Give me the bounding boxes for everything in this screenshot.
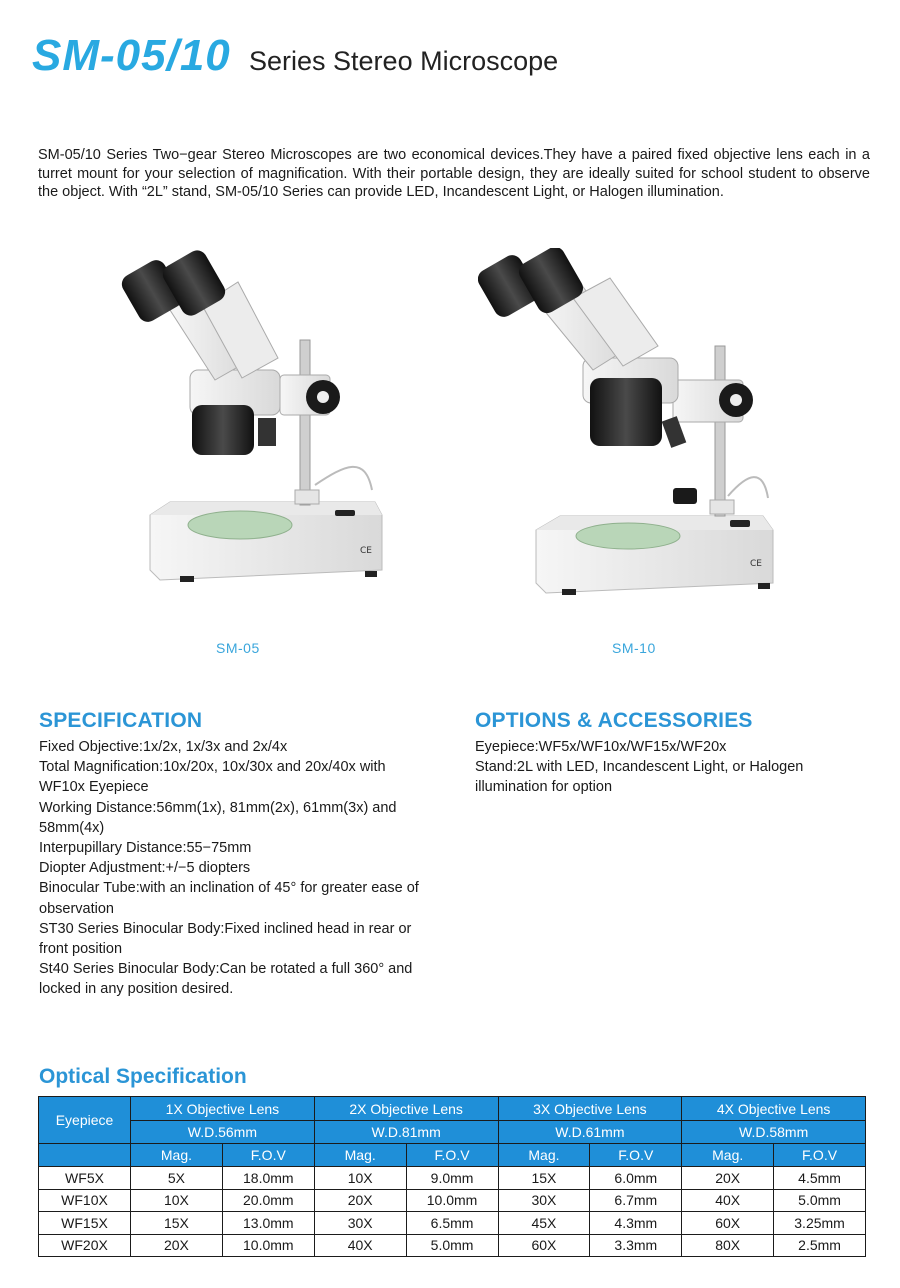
fov-cell: 6.0mm (590, 1167, 682, 1190)
table-row (39, 1212, 866, 1235)
eyepiece-cell: WF20X (39, 1234, 131, 1257)
caption-sm10: SM-10 (612, 640, 656, 656)
spec-line: Binocular Tube:with an inclination of 45° for greater ease of (39, 880, 419, 897)
working-distance-header: W.D.58mm (682, 1121, 866, 1144)
table-row (39, 1167, 866, 1190)
fov-cell: 4.3mm (590, 1212, 682, 1235)
lens-header: 2X Objective Lens (314, 1097, 498, 1121)
blank-header-cell (39, 1144, 131, 1167)
spec-line: ST30 Series Binocular Body:Fixed inclined head in rear or (39, 920, 412, 937)
ce-mark: CE (750, 559, 762, 569)
eyepiece-cell: WF5X (39, 1167, 131, 1190)
working-distance-header: W.D.56mm (131, 1121, 315, 1144)
model-title: SM-05/10 (32, 31, 231, 80)
specification-list (39, 737, 449, 1000)
fov-cell: 6.7mm (590, 1189, 682, 1212)
mag-header: Mag. (682, 1144, 774, 1167)
mag-cell: 20X (682, 1167, 774, 1190)
mag-header: Mag. (498, 1144, 590, 1167)
options-list (475, 737, 875, 798)
mag-cell: 15X (498, 1167, 590, 1190)
mag-header: Mag. (131, 1144, 223, 1167)
optical-spec-table (38, 1096, 866, 1257)
spec-line: illumination for option (475, 779, 613, 796)
working-distance-header: W.D.61mm (498, 1121, 682, 1144)
spec-line: Total Magnification:10x/20x, 10x/30x and 20x/40x with (39, 759, 386, 776)
fov-header: F.O.V (222, 1144, 314, 1167)
lens-header: 1X Objective Lens (131, 1097, 315, 1121)
caption-sm05: SM-05 (216, 640, 260, 656)
optical-spec-heading: Optical Specification (39, 1065, 247, 1088)
mag-cell: 15X (131, 1212, 223, 1235)
spec-line: Fixed Objective:1x/2x, 1x/3x and 2x/4x (39, 739, 288, 755)
fov-cell: 6.5mm (406, 1212, 498, 1235)
mag-cell: 20X (314, 1189, 406, 1212)
fov-cell: 5.0mm (406, 1234, 498, 1257)
table-row (39, 1234, 866, 1257)
mag-cell: 45X (498, 1212, 590, 1235)
spec-line: observation (39, 900, 114, 917)
lens-header: 4X Objective Lens (682, 1097, 866, 1121)
mag-cell: 10X (131, 1189, 223, 1212)
spec-line: locked in any position desired. (39, 981, 234, 998)
spec-line: front position (39, 941, 123, 958)
mag-cell: 5X (131, 1167, 223, 1190)
series-title: Series Stereo Microscope (249, 46, 559, 76)
fov-cell: 20.0mm (222, 1189, 314, 1212)
mag-cell: 20X (131, 1234, 223, 1257)
mag-cell: 60X (498, 1234, 590, 1257)
mag-cell: 60X (682, 1212, 774, 1235)
eyepiece-cell: WF10X (39, 1189, 131, 1212)
fov-cell: 3.3mm (590, 1234, 682, 1257)
lens-header: 3X Objective Lens (498, 1097, 682, 1121)
intro-paragraph: SM-05/10 Series Two−gear Stereo Microscopes are two economical devices.They have a paired fixed objective lens each in a turret mount for your selection of magnification. With their portable design, they are ideally suited for school student to observe the object. With “2L” stand, SM-05/10 Series can provide LED, Incandescent Light, or Halogen illumination. (38, 147, 870, 200)
spec-line: Working Distance:56mm(1x), 81mm(2x), 61mm(3x) and (39, 799, 397, 816)
fov-cell: 2.5mm (774, 1234, 866, 1257)
fov-cell: 3.25mm (774, 1212, 866, 1235)
fov-header: F.O.V (406, 1144, 498, 1167)
mag-cell: 80X (682, 1234, 774, 1257)
mag-cell: 10X (314, 1167, 406, 1190)
options-heading: OPTIONS & ACCESSORIES (475, 709, 753, 732)
ce-mark: CE (360, 546, 372, 556)
mag-cell: 30X (498, 1189, 590, 1212)
microscope-sm10-image (478, 248, 788, 598)
spec-line: St40 Series Binocular Body:Can be rotated a full 360° and (39, 961, 413, 978)
fov-cell: 4.5mm (774, 1167, 866, 1190)
spec-line: 58mm(4x) (39, 819, 105, 836)
working-distance-header: W.D.81mm (314, 1121, 498, 1144)
fov-cell: 5.0mm (774, 1189, 866, 1212)
fov-cell: 10.0mm (406, 1189, 498, 1212)
mag-cell: 40X (314, 1234, 406, 1257)
mag-cell: 30X (314, 1212, 406, 1235)
spec-line: Interpupillary Distance:55−75mm (39, 840, 252, 857)
table-row (39, 1189, 866, 1212)
spec-line: Stand:2L with LED, Incandescent Light, or Halogen (475, 759, 804, 776)
mag-header: Mag. (314, 1144, 406, 1167)
microscope-sm05-image (110, 240, 400, 590)
fov-header: F.O.V (590, 1144, 682, 1167)
fov-cell: 10.0mm (222, 1234, 314, 1257)
spec-line: WF10x Eyepiece (39, 779, 149, 796)
mag-cell: 40X (682, 1189, 774, 1212)
fov-header: F.O.V (774, 1144, 866, 1167)
fov-cell: 9.0mm (406, 1167, 498, 1190)
eyepiece-header: Eyepiece (39, 1097, 131, 1144)
specification-heading: SPECIFICATION (39, 709, 203, 732)
spec-line: Eyepiece:WF5x/WF10x/WF15x/WF20x (475, 739, 727, 755)
eyepiece-cell: WF15X (39, 1212, 131, 1235)
fov-cell: 13.0mm (222, 1212, 314, 1235)
fov-cell: 18.0mm (222, 1167, 314, 1190)
spec-line: Diopter Adjustment:+/−5 diopters (39, 860, 251, 877)
